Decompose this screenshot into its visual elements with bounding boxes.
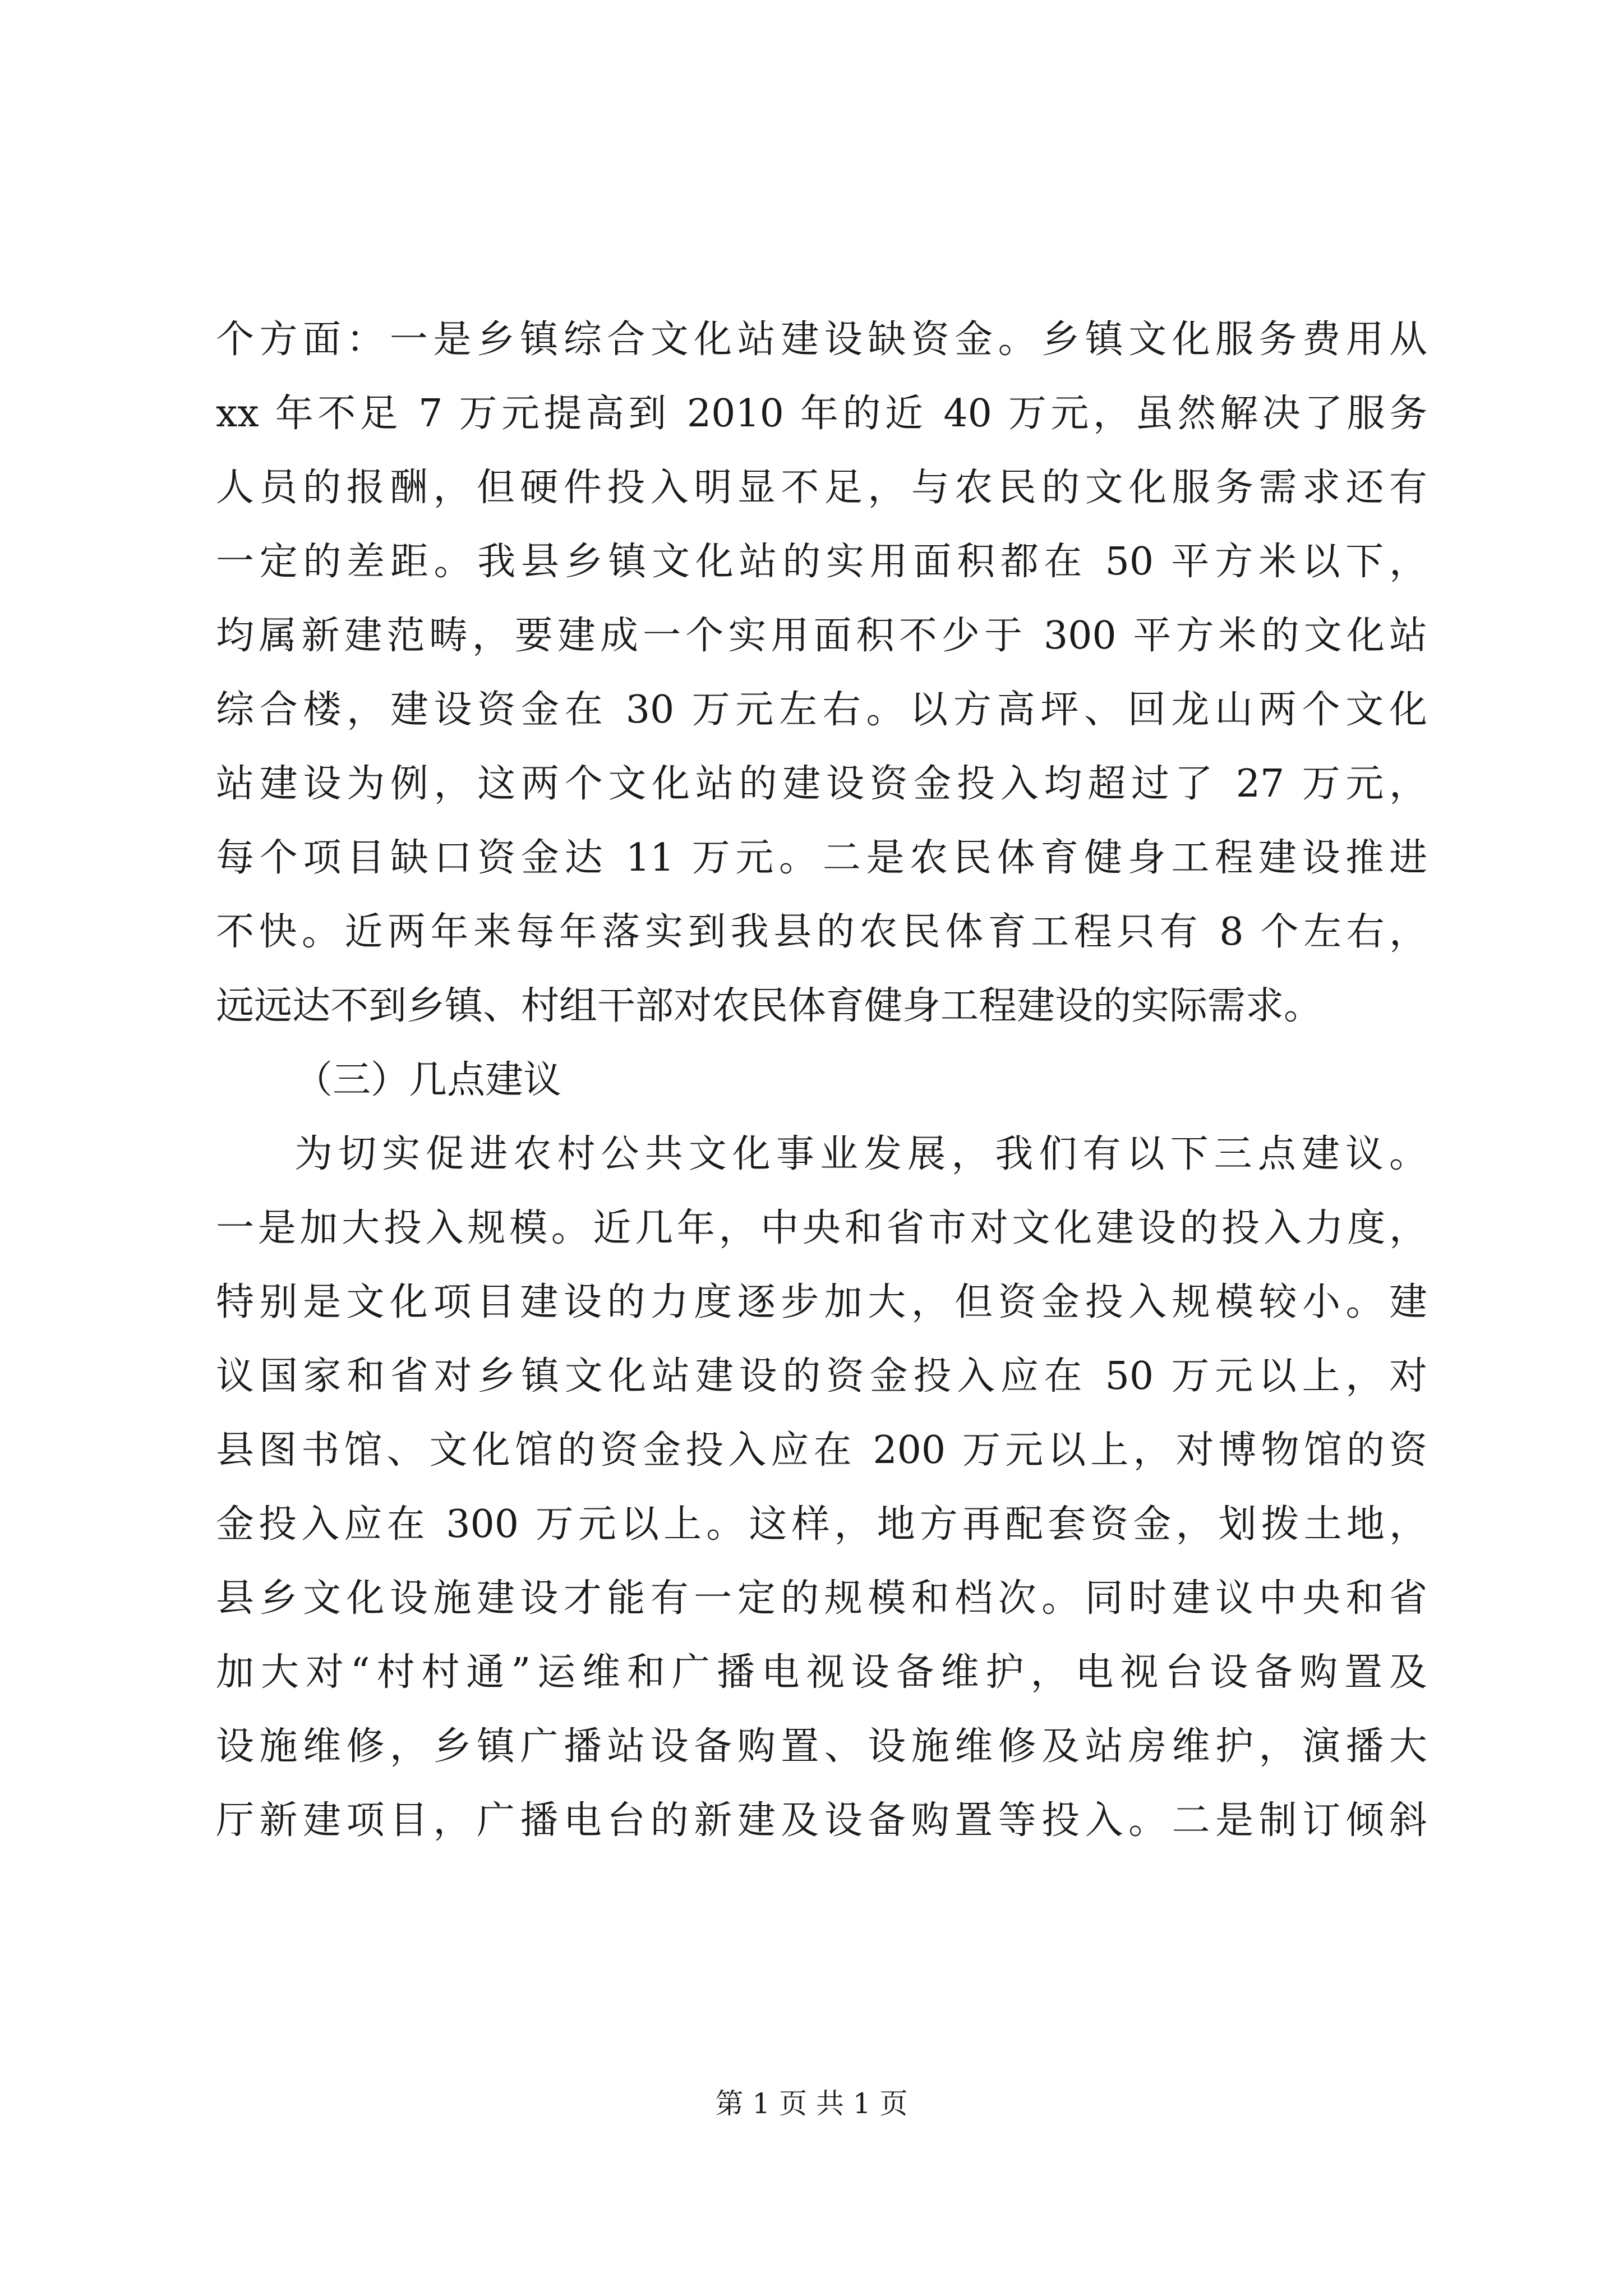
text-line: 金投入应在 300 万元以上。这样，地方再配套资金，划拨土地， <box>216 1502 1427 1547</box>
text-line: 县乡文化设施建设才能有一定的规模和档次。同时建议中央和省 <box>216 1576 1427 1621</box>
text-line: 综合楼，建设资金在 30 万元左右。以方高坪、回龙山两个文化 <box>216 688 1427 732</box>
text-line: 站建设为例，这两个文化站的建设资金投入均超过了 27 万元， <box>216 762 1427 806</box>
text-line: 个方面：一是乡镇综合文化站建设缺资金。乡镇文化服务费用从 <box>216 318 1427 362</box>
text-line: 厅新建项目，广播电台的新建及设备购置等投入。二是制订倾斜 <box>216 1798 1427 1843</box>
page-number-label: 第 1 页 共 1 页 <box>715 2087 908 2120</box>
text-line: 一是加大投入规模。近几年，中央和省市对文化建设的投入力度， <box>216 1206 1427 1250</box>
text-line: xx 年不足 7 万元提高到 2010 年的近 40 万元，虽然解决了服务 <box>216 392 1427 436</box>
page-footer <box>0 2087 1623 2120</box>
section-heading: （三）几点建议 <box>294 1058 562 1102</box>
text-line: 县图书馆、文化馆的资金投入应在 200 万元以上，对博物馆的资 <box>216 1428 1427 1473</box>
text-line: 特别是文化项目建设的力度逐步加大，但资金投入规模较小。建 <box>216 1280 1427 1324</box>
text-line: 为切实促进农村公共文化事业发展，我们有以下三点建议。 <box>294 1132 1427 1176</box>
text-line: 远远达不到乡镇、村组干部对农民体育健身工程建设的实际需求。 <box>216 984 1322 1028</box>
text-line: 一定的差距。我县乡镇文化站的实用面积都在 50 平方米以下， <box>216 540 1427 584</box>
text-line: 不快。近两年来每年落实到我县的农民体育工程只有 8 个左右， <box>216 910 1427 954</box>
text-line: 加大对“村村通”运维和广播电视设备维护，电视台设备购置及 <box>216 1650 1427 1695</box>
text-line: 人员的报酬，但硬件投入明显不足，与农民的文化服务需求还有 <box>216 466 1427 510</box>
text-line: 议国家和省对乡镇文化站建设的资金投入应在 50 万元以上，对 <box>216 1354 1427 1398</box>
text-line: 设施维修，乡镇广播站设备购置、设施维修及站房维护，演播大 <box>216 1724 1427 1769</box>
text-line: 均属新建范畴，要建成一个实用面积不少于 300 平方米的文化站 <box>216 614 1427 658</box>
document-body <box>216 303 1427 1858</box>
text-line: 每个项目缺口资金达 11 万元。二是农民体育健身工程建设推进 <box>216 836 1427 880</box>
